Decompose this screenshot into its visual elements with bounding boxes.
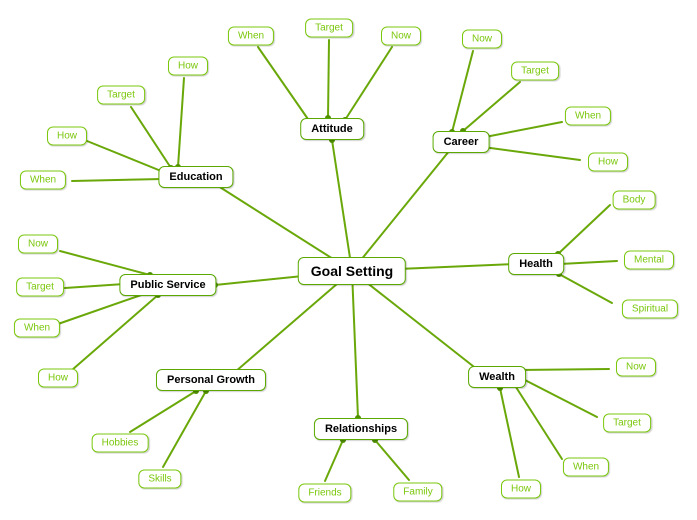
branch-node-public-service[interactable]: Public Service bbox=[119, 274, 216, 296]
mindmap-edge bbox=[72, 295, 158, 370]
leaf-node-education-target[interactable]: Target bbox=[97, 86, 145, 105]
leaf-node-public-service-now[interactable]: Now bbox=[18, 235, 58, 254]
leaf-node-career-how[interactable]: How bbox=[588, 153, 628, 172]
mindmap-edge bbox=[345, 47, 392, 120]
leaf-node-wealth-when[interactable]: When bbox=[563, 458, 609, 477]
mindmap-edge bbox=[60, 251, 150, 275]
branch-node-personal-growth[interactable]: Personal Growth bbox=[156, 369, 266, 391]
leaf-node-career-target[interactable]: Target bbox=[511, 62, 559, 81]
mindmap-edge bbox=[328, 40, 329, 118]
branch-node-education[interactable]: Education bbox=[158, 166, 233, 188]
leaf-node-wealth-target[interactable]: Target bbox=[603, 414, 651, 433]
mindmap-edge bbox=[178, 78, 184, 167]
branch-node-relationships[interactable]: Relationships bbox=[314, 418, 408, 440]
leaf-node-career-now[interactable]: Now bbox=[462, 30, 502, 49]
leaf-node-public-service-target[interactable]: Target bbox=[16, 278, 64, 297]
leaf-node-public-service-when[interactable]: When bbox=[14, 319, 60, 338]
mindmap-edge bbox=[375, 440, 409, 480]
leaf-node-personal-growth-hobbies[interactable]: Hobbies bbox=[92, 434, 149, 453]
leaf-node-health-mental[interactable]: Mental bbox=[624, 251, 674, 270]
mindmap-edge bbox=[500, 388, 519, 477]
mindmap-edge bbox=[559, 274, 612, 303]
mindmap-edge bbox=[72, 179, 162, 181]
branch-node-attitude[interactable]: Attitude bbox=[300, 118, 364, 140]
leaf-node-public-service-how[interactable]: How bbox=[38, 369, 78, 388]
mindmap-edge bbox=[131, 107, 171, 168]
mindmap-edge bbox=[558, 205, 610, 254]
branch-node-health[interactable]: Health bbox=[508, 253, 564, 275]
leaf-node-relationships-friends[interactable]: Friends bbox=[298, 484, 351, 503]
mindmap-edge bbox=[325, 440, 343, 481]
mindmap-edge bbox=[352, 150, 450, 271]
leaf-node-career-when[interactable]: When bbox=[565, 107, 611, 126]
mindmap-edge bbox=[58, 293, 147, 324]
mindmap-edge bbox=[87, 141, 166, 173]
mindmap-edge bbox=[235, 271, 352, 372]
leaf-node-education-how[interactable]: How bbox=[168, 57, 208, 76]
leaf-node-health-spiritual[interactable]: Spiritual bbox=[622, 300, 678, 319]
mindmap-edge bbox=[483, 147, 580, 160]
mindmap-edge bbox=[519, 369, 609, 370]
leaf-node-attitude-now[interactable]: Now bbox=[381, 27, 421, 46]
mindmap-edge bbox=[560, 261, 617, 264]
leaf-node-wealth-now[interactable]: Now bbox=[616, 358, 656, 377]
mindmap-edge bbox=[352, 271, 478, 370]
mindmap-edge bbox=[258, 47, 310, 122]
leaf-node-wealth-how[interactable]: How bbox=[501, 480, 541, 499]
mindmap-edge bbox=[463, 82, 520, 131]
branch-node-wealth[interactable]: Wealth bbox=[468, 366, 526, 388]
leaf-node-personal-growth-skills[interactable]: Skills bbox=[138, 470, 181, 489]
leaf-node-attitude-when[interactable]: When bbox=[228, 27, 274, 46]
mindmap-edge bbox=[332, 140, 352, 271]
mindmap-edge bbox=[352, 271, 358, 418]
leaf-node-attitude-target[interactable]: Target bbox=[305, 19, 353, 38]
branch-node-career[interactable]: Career bbox=[433, 131, 490, 153]
mindmap-edge bbox=[452, 51, 473, 132]
mindmap-edge bbox=[163, 391, 206, 467]
mindmap-edge bbox=[480, 122, 562, 138]
leaf-node-health-body[interactable]: Body bbox=[613, 191, 656, 210]
leaf-node-relationships-family[interactable]: Family bbox=[393, 483, 442, 502]
leaf-node-education-when[interactable]: When bbox=[20, 171, 66, 190]
root-node-goal-setting[interactable]: Goal Setting bbox=[298, 257, 406, 285]
leaf-node-education-how[interactable]: How bbox=[47, 127, 87, 146]
